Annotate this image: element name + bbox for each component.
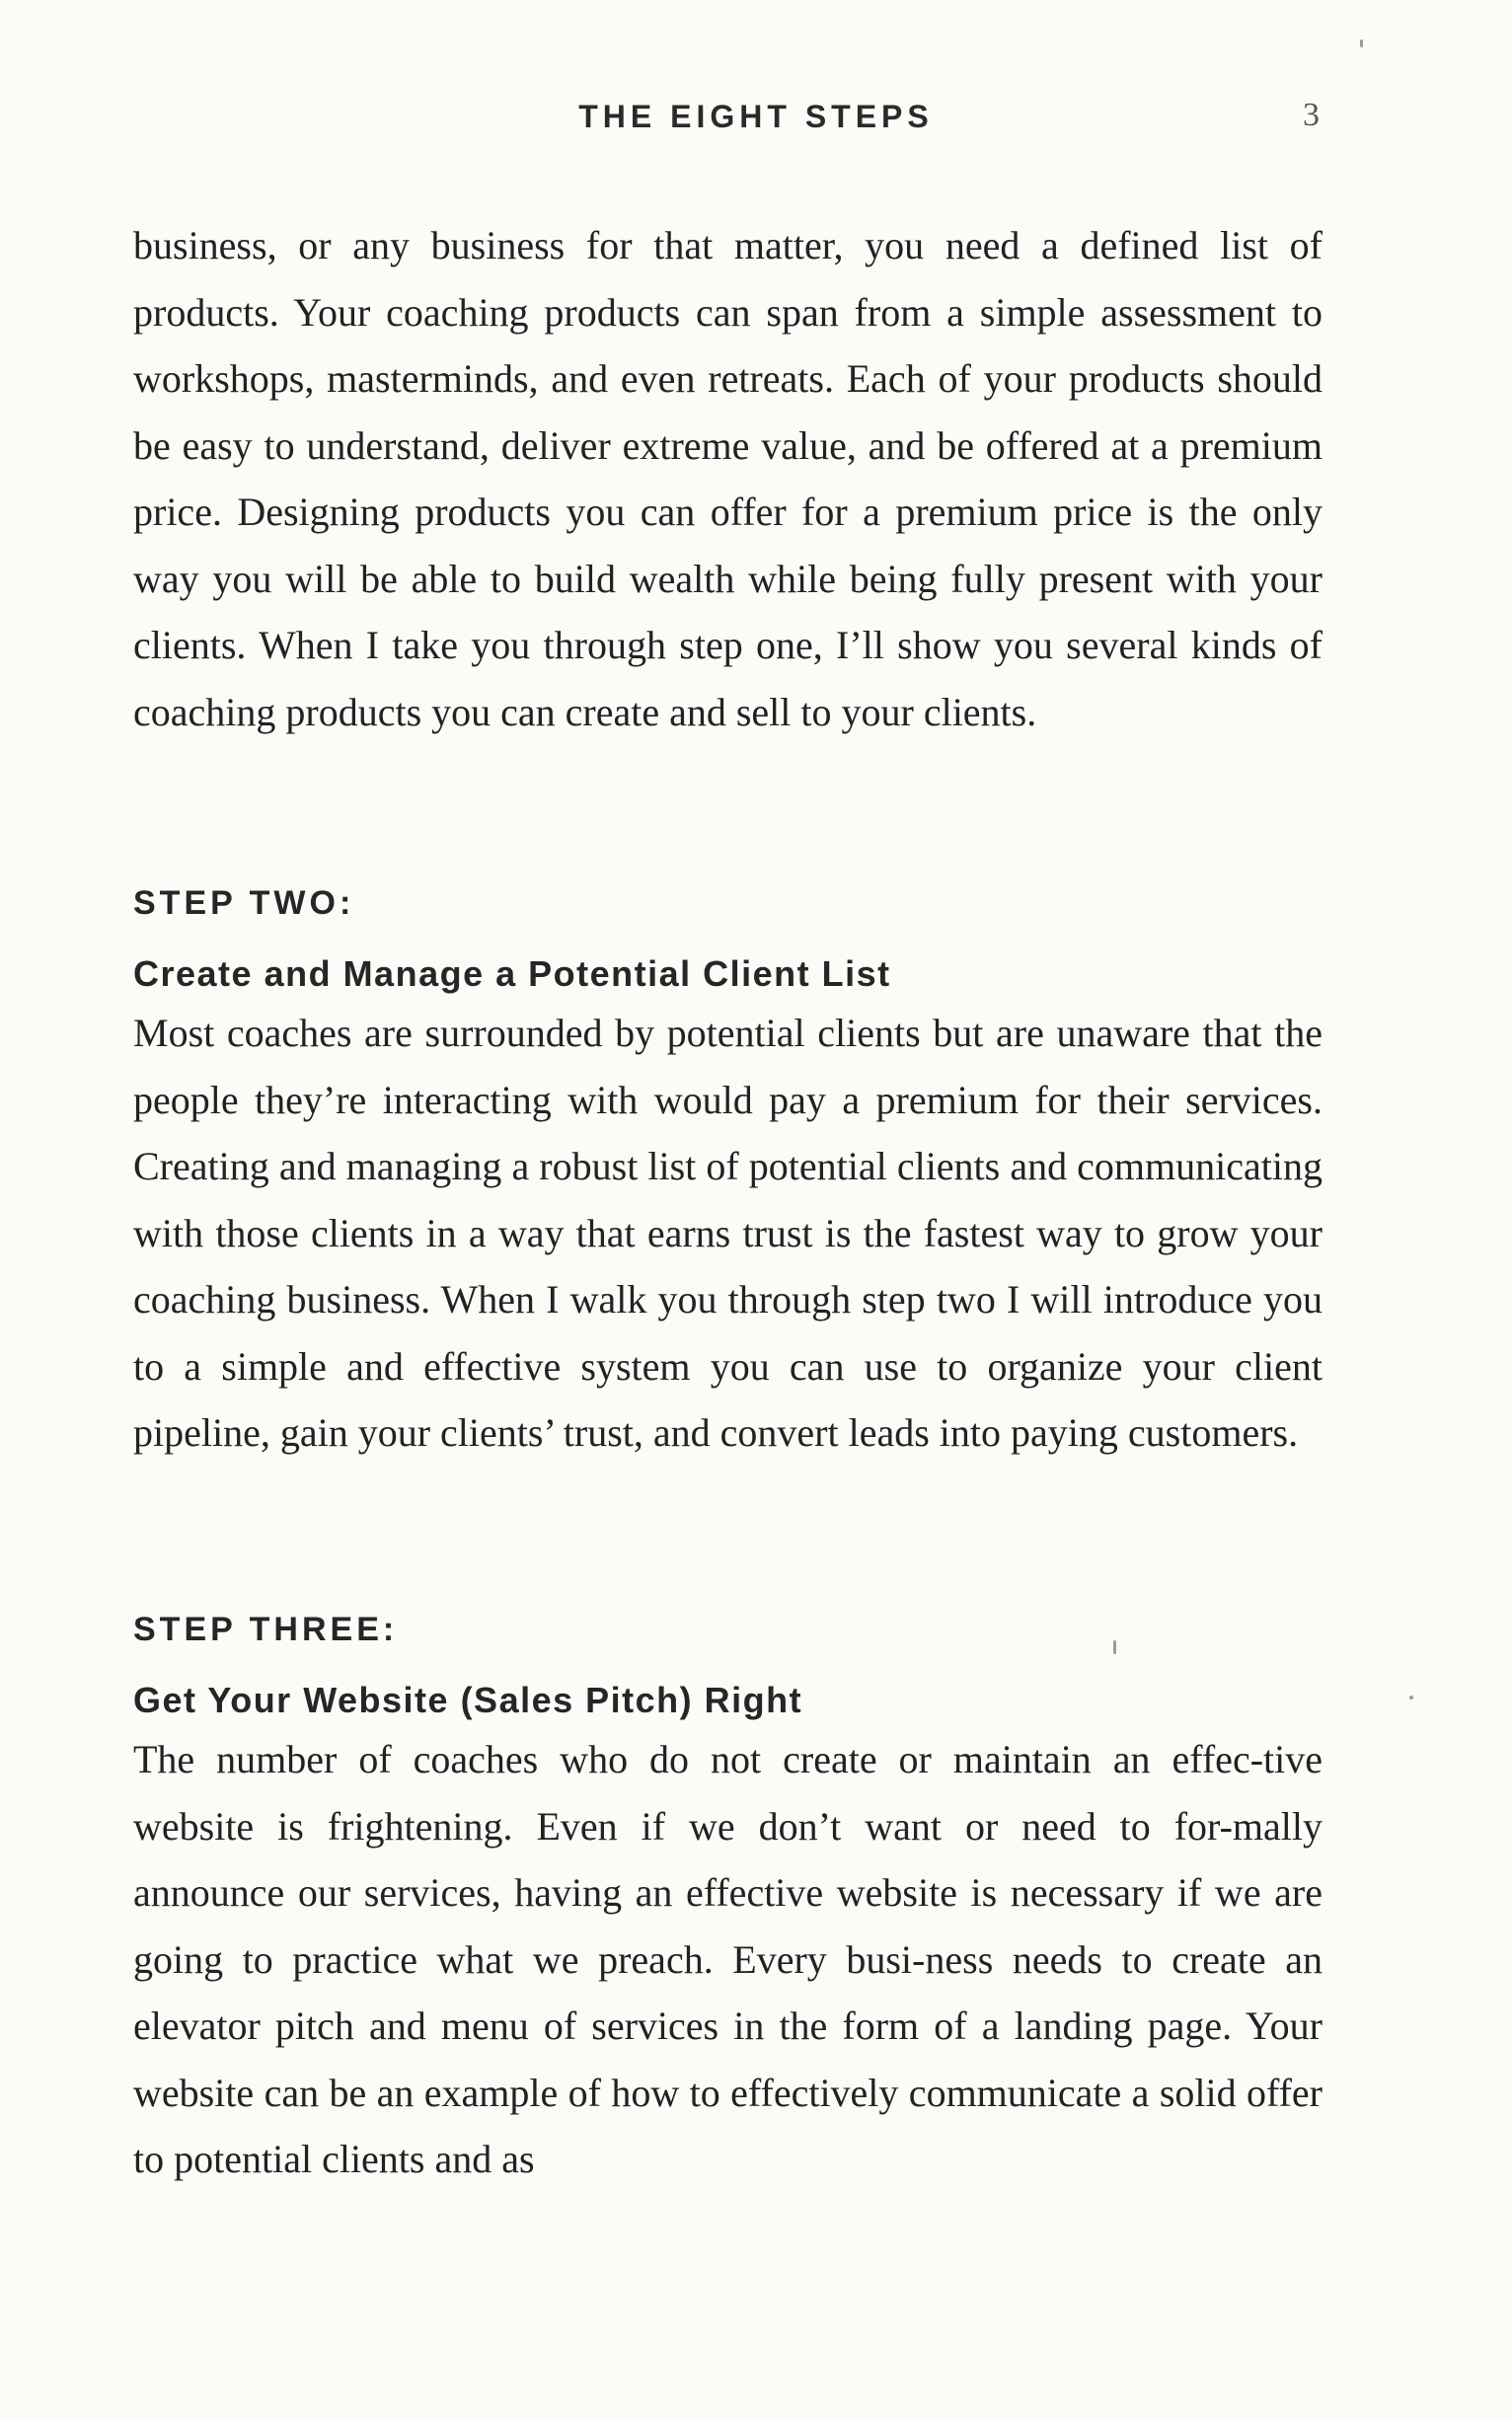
scan-speck <box>1409 1696 1413 1700</box>
step-two-body: Most coaches are surrounded by potential clients but are unaware that the people they’re interacting with would pay a premium for their services. Creating and managing a robust list of potential clients and communicating with those clients in a way that earns trust is the fastest way to grow your coaching business. When I walk you through step two I will introduce you to a simple and effective system you can use to organize your client pipeline, gain your clients’ trust, and convert leads into paying customers. <box>133 1011 1323 1455</box>
scan-speck <box>1360 39 1363 47</box>
intro-paragraph: business, or any business for that matter, you need a defined list of products. Your coaching products can span from a simple assessment to workshops, masterminds, and even retreats. Each of your products should be easy to understand, deliver extreme value, and be offered at a premium price. Designing products you can offer for a premium price is the only way you will be able to build wealth while being fully present with your clients. When I take you through step one, I’ll show you several kinds of coaching products you can create and sell to your clients. <box>133 223 1323 734</box>
step-two-section <box>133 883 1323 1467</box>
intro-section <box>133 212 1323 745</box>
step-three-body: The number of coaches who do not create or maintain an effec-tive website is frightening. Even if we don’t want or need to for-mally announce our services, having an effective website is necessary if we are going to practice what we preach. Every busi-ness needs to create an elevator pitch and menu of services in the form of a landing page. Your website can be an example of how to effectively communicate a solid offer to potential clients and as <box>133 1737 1323 2181</box>
step-three-section <box>133 1610 1323 2193</box>
running-head: THE EIGHT STEPS <box>578 99 934 134</box>
step-three-title: Get Your Website (Sales Pitch) Right <box>133 1680 803 1720</box>
step-three-label: STEP THREE: <box>133 1611 399 1648</box>
page-number: 3 <box>1303 97 1320 133</box>
step-two-title: Create and Manage a Potential Client List <box>133 953 891 994</box>
scan-speck <box>1113 1640 1116 1654</box>
step-two-label: STEP TWO: <box>133 884 355 922</box>
